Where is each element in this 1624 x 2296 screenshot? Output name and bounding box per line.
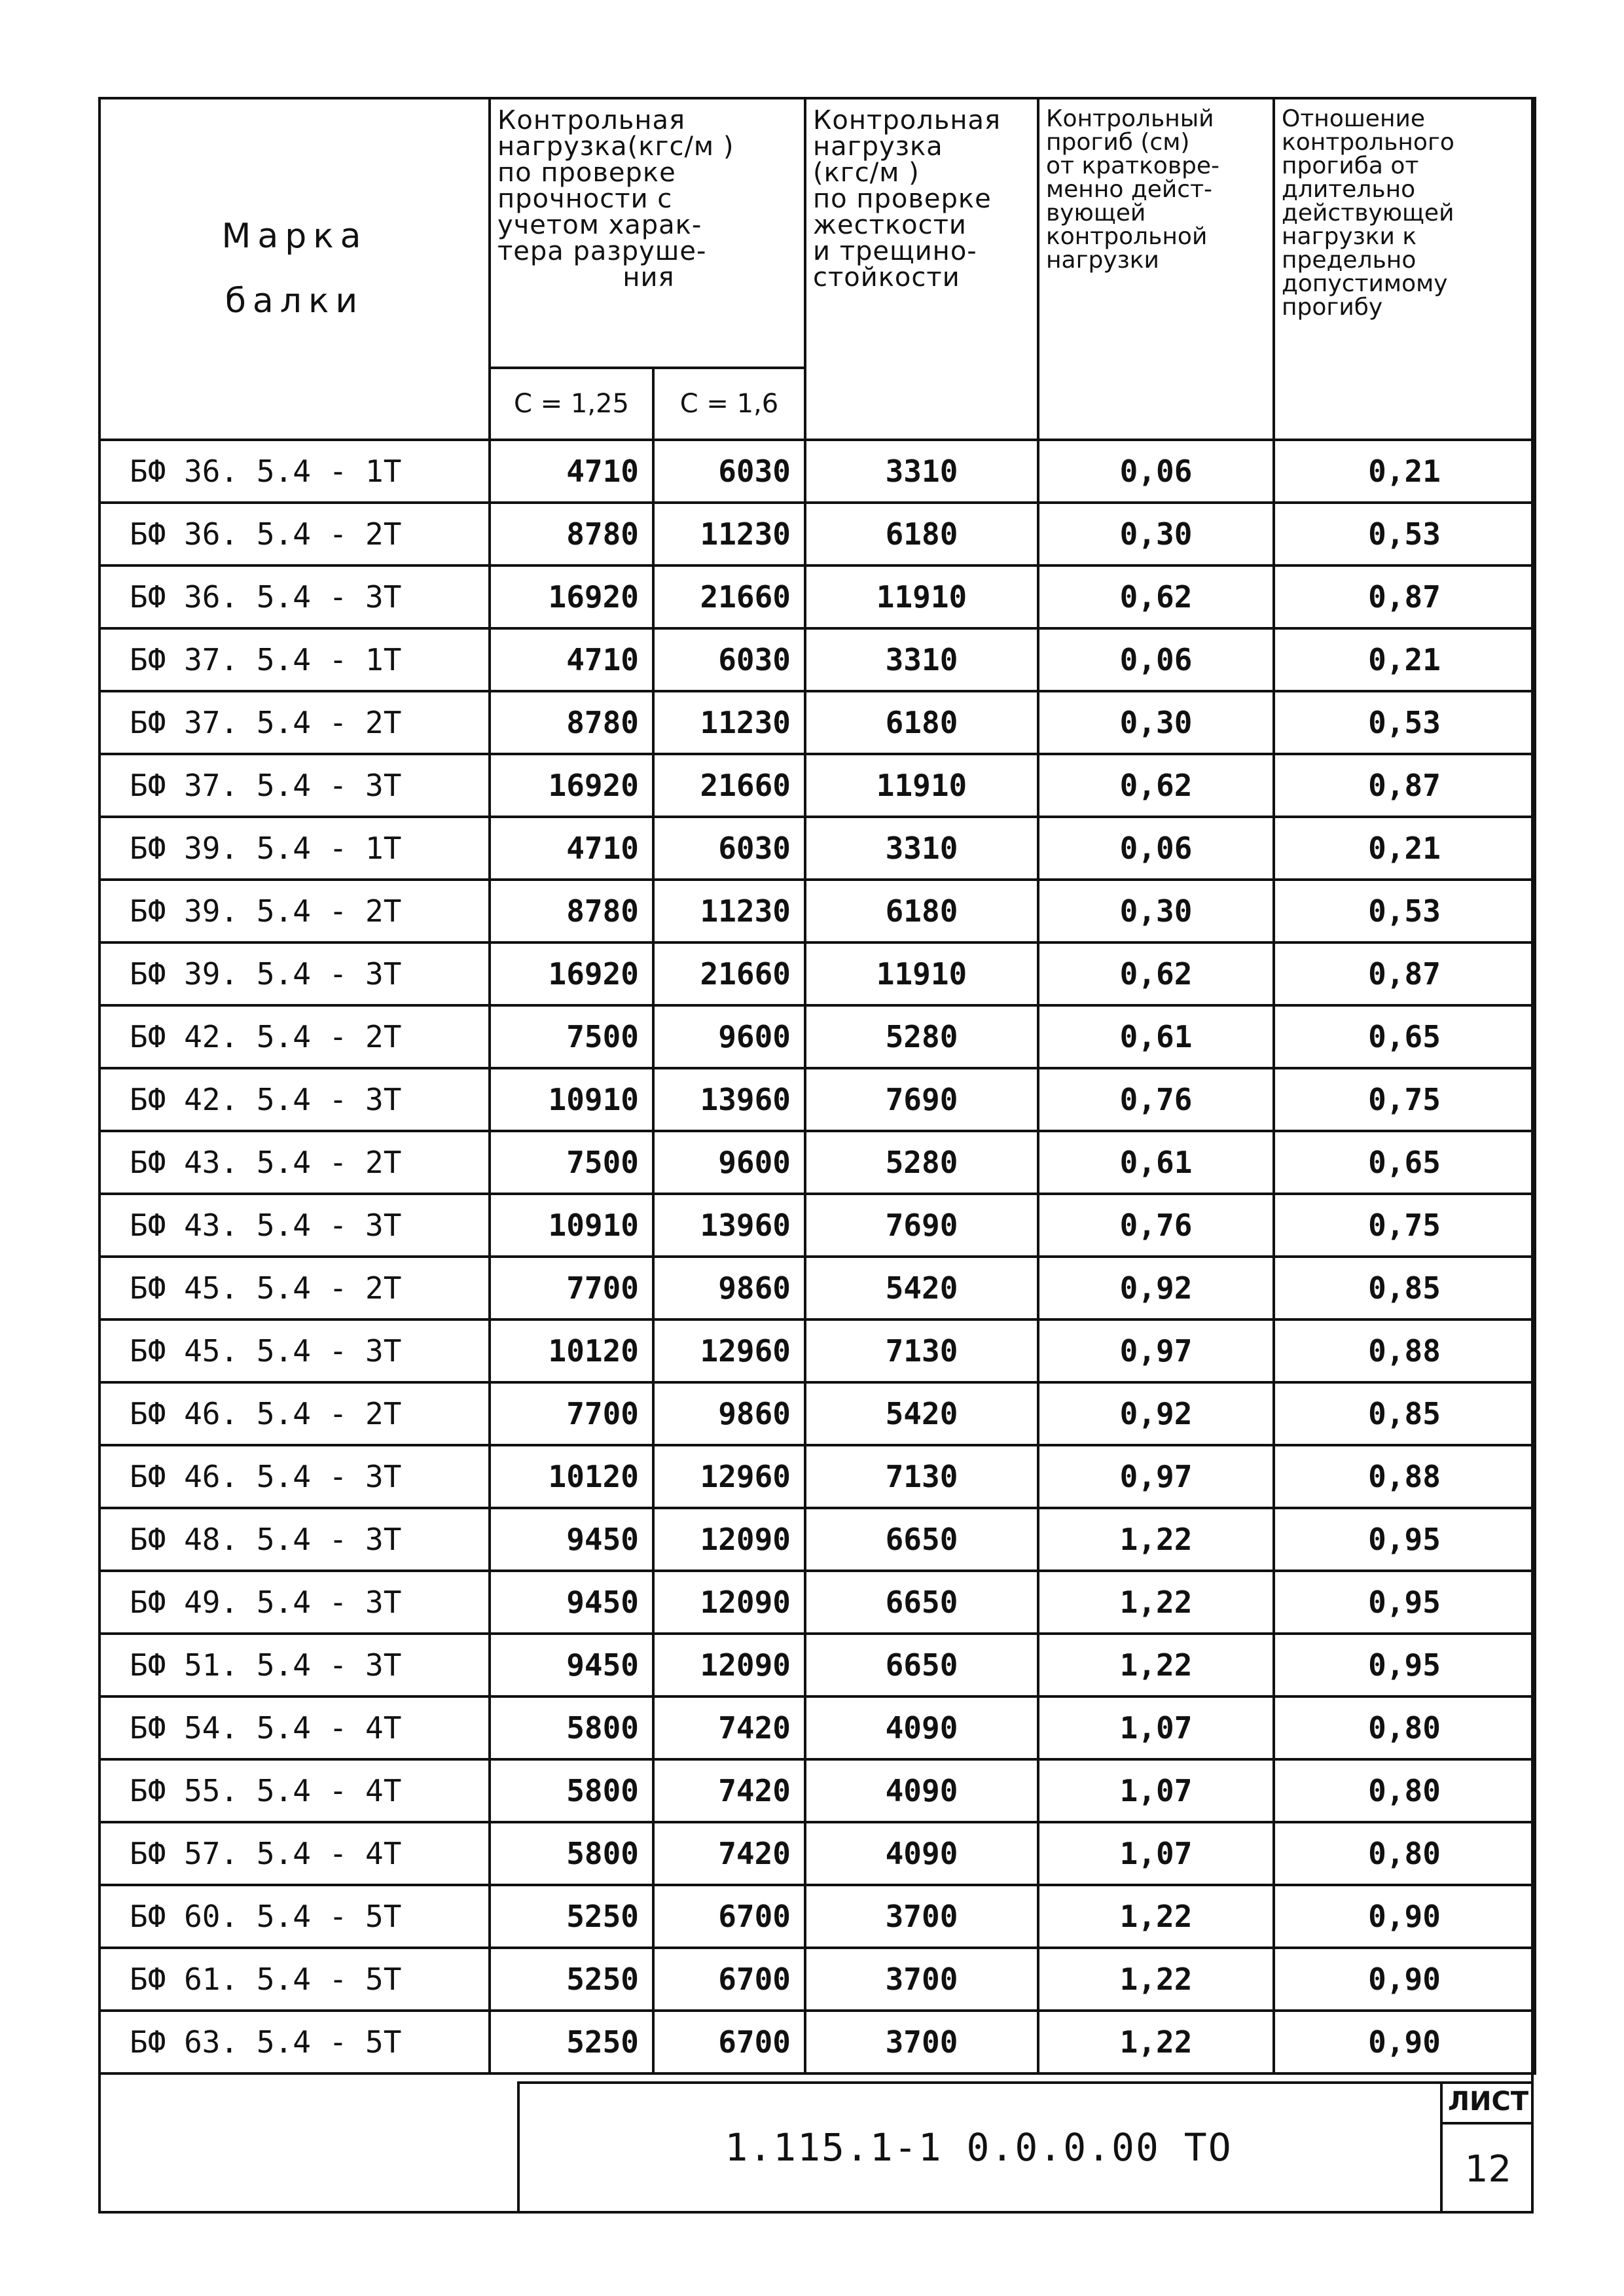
- deflection-cell: 0,62: [1038, 754, 1274, 817]
- stiffness-load-cell: 5280: [805, 1131, 1038, 1194]
- strength-load-c125-cell: 16920: [490, 942, 653, 1005]
- beam-mark-cell: БФ 51. 5.4 - 3Т: [99, 1634, 490, 1696]
- header-line: прочности с: [497, 184, 673, 214]
- header-line: Контрольный: [1046, 105, 1214, 132]
- deflection-ratio-cell: 0,88: [1274, 1445, 1535, 1508]
- header-line: Контрольная: [813, 105, 1001, 135]
- deflection-cell: 0,92: [1038, 1382, 1274, 1445]
- stiffness-load-cell: 4090: [805, 1822, 1038, 1885]
- strength-load-c16-cell: 9600: [653, 1131, 805, 1194]
- header-line: по проверке: [497, 158, 676, 188]
- stiffness-load-cell: 11910: [805, 942, 1038, 1005]
- header-line: по проверке: [813, 184, 992, 214]
- deflection-cell: 0,61: [1038, 1005, 1274, 1068]
- deflection-ratio-cell: 0,21: [1274, 628, 1535, 691]
- strength-load-c125-cell: 4710: [490, 628, 653, 691]
- beam-mark-cell: БФ 43. 5.4 - 3Т: [99, 1194, 490, 1257]
- strength-load-c16-cell: 13960: [653, 1194, 805, 1257]
- header-line: и трещино-: [813, 236, 977, 266]
- table-row: [99, 1068, 1535, 1131]
- beam-mark-cell: БФ 37. 5.4 - 2Т: [99, 691, 490, 754]
- stiffness-load-cell: 4090: [805, 1696, 1038, 1759]
- strength-load-c125-cell: 8780: [490, 503, 653, 565]
- strength-load-c16-cell: 12090: [653, 1571, 805, 1634]
- stiffness-load-cell: 11910: [805, 565, 1038, 628]
- strength-load-c125-cell: 5800: [490, 1696, 653, 1759]
- header-line: Контрольная: [497, 105, 686, 135]
- header-line: менно дейст-: [1046, 176, 1213, 203]
- stiffness-load-cell: 6650: [805, 1571, 1038, 1634]
- strength-load-c125-cell: 8780: [490, 691, 653, 754]
- header-stiffness-load: [805, 98, 1038, 440]
- strength-load-c16-cell: 6700: [653, 1948, 805, 2011]
- deflection-cell: 1,22: [1038, 1885, 1274, 1948]
- load-table: [98, 97, 1536, 2075]
- strength-load-c16-cell: 6700: [653, 1885, 805, 1948]
- table-row: [99, 440, 1535, 503]
- strength-load-c16-cell: 6700: [653, 2011, 805, 2073]
- subheader-c125: С = 1,25: [490, 368, 653, 440]
- strength-load-c16-cell: 11230: [653, 691, 805, 754]
- header-line: вующей: [1046, 200, 1146, 226]
- table-row: [99, 565, 1535, 628]
- stiffness-load-cell: 6650: [805, 1508, 1038, 1571]
- table-row: [99, 2011, 1535, 2073]
- header-line: нагрузка: [813, 132, 943, 162]
- header-mark-line: Марка: [221, 217, 368, 257]
- deflection-ratio-cell: 0,95: [1274, 1571, 1535, 1634]
- deflection-cell: 1,07: [1038, 1822, 1274, 1885]
- table-row: [99, 691, 1535, 754]
- header-deflection: [1038, 98, 1274, 440]
- stiffness-load-cell: 3310: [805, 440, 1038, 503]
- stiffness-load-cell: 7690: [805, 1068, 1038, 1131]
- deflection-cell: 0,06: [1038, 628, 1274, 691]
- strength-load-c125-cell: 16920: [490, 754, 653, 817]
- deflection-ratio-cell: 0,80: [1274, 1759, 1535, 1822]
- strength-load-c16-cell: 12090: [653, 1508, 805, 1571]
- table-row: [99, 817, 1535, 880]
- deflection-ratio-cell: 0,53: [1274, 503, 1535, 565]
- stiffness-load-cell: 7130: [805, 1319, 1038, 1382]
- header-mark-line: балки: [225, 281, 365, 321]
- beam-mark-cell: БФ 37. 5.4 - 3Т: [99, 754, 490, 817]
- header-line: нагрузки: [1046, 247, 1159, 274]
- strength-load-c16-cell: 21660: [653, 942, 805, 1005]
- stiffness-load-cell: 5420: [805, 1382, 1038, 1445]
- stiffness-load-cell: 7690: [805, 1194, 1038, 1257]
- strength-load-c16-cell: 9860: [653, 1257, 805, 1319]
- strength-load-c16-cell: 7420: [653, 1696, 805, 1759]
- strength-load-c16-cell: 12090: [653, 1634, 805, 1696]
- strength-load-c125-cell: 7500: [490, 1005, 653, 1068]
- table-row: [99, 1257, 1535, 1319]
- deflection-ratio-cell: 0,90: [1274, 1948, 1535, 2011]
- beam-mark-cell: БФ 36. 5.4 - 2Т: [99, 503, 490, 565]
- header-line: прогиб (см): [1046, 129, 1190, 156]
- beam-mark-cell: БФ 54. 5.4 - 4Т: [99, 1696, 490, 1759]
- beam-mark-cell: БФ 45. 5.4 - 2Т: [99, 1257, 490, 1319]
- beam-mark-cell: БФ 63. 5.4 - 5Т: [99, 2011, 490, 2073]
- strength-load-c125-cell: 4710: [490, 440, 653, 503]
- header-line: прогибу: [1282, 294, 1383, 321]
- strength-load-c16-cell: 6030: [653, 628, 805, 691]
- strength-load-c125-cell: 5250: [490, 1885, 653, 1948]
- strength-load-c125-cell: 5800: [490, 1759, 653, 1822]
- table-row: [99, 503, 1535, 565]
- deflection-cell: 0,30: [1038, 503, 1274, 565]
- deflection-ratio-cell: 0,95: [1274, 1634, 1535, 1696]
- deflection-cell: 1,22: [1038, 1634, 1274, 1696]
- header-line: нагрузка(кгс/м ): [497, 132, 734, 162]
- deflection-cell: 1,22: [1038, 2011, 1274, 2073]
- header-line: учетом харак-: [497, 210, 702, 240]
- strength-load-c125-cell: 9450: [490, 1634, 653, 1696]
- stiffness-load-cell: 6180: [805, 880, 1038, 942]
- document-code: 1.115.1-1 0.0.0.00 ТО: [725, 2125, 1233, 2170]
- strength-load-c125-cell: 7700: [490, 1382, 653, 1445]
- deflection-ratio-cell: 0,53: [1274, 691, 1535, 754]
- table-row: [99, 1634, 1535, 1696]
- header-line: длительно: [1282, 176, 1416, 203]
- strength-load-c16-cell: 9600: [653, 1005, 805, 1068]
- strength-load-c125-cell: 16920: [490, 565, 653, 628]
- deflection-cell: 1,07: [1038, 1696, 1274, 1759]
- header-line: контрольного: [1282, 129, 1454, 156]
- beam-mark-cell: БФ 60. 5.4 - 5Т: [99, 1885, 490, 1948]
- beam-mark-cell: БФ 57. 5.4 - 4Т: [99, 1822, 490, 1885]
- strength-load-c125-cell: 5250: [490, 2011, 653, 2073]
- beam-mark-cell: БФ 39. 5.4 - 1Т: [99, 817, 490, 880]
- header-line: стойкости: [813, 262, 960, 293]
- deflection-cell: 0,30: [1038, 880, 1274, 942]
- strength-load-c125-cell: 4710: [490, 817, 653, 880]
- strength-load-c16-cell: 9860: [653, 1382, 805, 1445]
- beam-mark-cell: БФ 55. 5.4 - 4Т: [99, 1759, 490, 1822]
- deflection-ratio-cell: 0,87: [1274, 565, 1535, 628]
- stiffness-load-cell: 6650: [805, 1634, 1038, 1696]
- beam-mark-cell: БФ 46. 5.4 - 2Т: [99, 1382, 490, 1445]
- deflection-cell: 0,97: [1038, 1319, 1274, 1382]
- subheader-c16: С = 1,6: [653, 368, 805, 440]
- strength-load-c16-cell: 21660: [653, 754, 805, 817]
- header-line: прогиба от: [1282, 152, 1419, 179]
- header-line: контрольной: [1046, 223, 1208, 250]
- strength-load-c125-cell: 7700: [490, 1257, 653, 1319]
- stiffness-load-cell: 4090: [805, 1759, 1038, 1822]
- strength-load-c16-cell: 6030: [653, 440, 805, 503]
- strength-load-c16-cell: 12960: [653, 1319, 805, 1382]
- deflection-cell: 0,76: [1038, 1068, 1274, 1131]
- deflection-cell: 0,30: [1038, 691, 1274, 754]
- header-line: ния: [623, 262, 675, 293]
- beam-mark-cell: БФ 39. 5.4 - 3Т: [99, 942, 490, 1005]
- beam-mark-cell: БФ 45. 5.4 - 3Т: [99, 1319, 490, 1382]
- header-line: действующей: [1282, 200, 1454, 226]
- stiffness-load-cell: 3700: [805, 1948, 1038, 2011]
- deflection-ratio-cell: 0,85: [1274, 1257, 1535, 1319]
- strength-load-c16-cell: 11230: [653, 880, 805, 942]
- stiffness-load-cell: 5280: [805, 1005, 1038, 1068]
- deflection-ratio-cell: 0,53: [1274, 880, 1535, 942]
- deflection-cell: 0,62: [1038, 942, 1274, 1005]
- stiffness-load-cell: 7130: [805, 1445, 1038, 1508]
- strength-load-c16-cell: 7420: [653, 1822, 805, 1885]
- deflection-cell: 1,07: [1038, 1759, 1274, 1822]
- deflection-cell: 1,22: [1038, 1571, 1274, 1634]
- deflection-ratio-cell: 0,85: [1274, 1382, 1535, 1445]
- deflection-ratio-cell: 0,21: [1274, 440, 1535, 503]
- table-row: [99, 1696, 1535, 1759]
- deflection-ratio-cell: 0,80: [1274, 1822, 1535, 1885]
- table-body: [99, 440, 1535, 2073]
- beam-mark-cell: БФ 43. 5.4 - 2Т: [99, 1131, 490, 1194]
- deflection-cell: 1,22: [1038, 1508, 1274, 1571]
- strength-load-c125-cell: 10120: [490, 1445, 653, 1508]
- beam-mark-cell: БФ 37. 5.4 - 1Т: [99, 628, 490, 691]
- stiffness-load-cell: 6180: [805, 503, 1038, 565]
- strength-load-c125-cell: 9450: [490, 1508, 653, 1571]
- beam-mark-cell: БФ 61. 5.4 - 5Т: [99, 1948, 490, 2011]
- deflection-ratio-cell: 0,87: [1274, 942, 1535, 1005]
- deflection-ratio-cell: 0,65: [1274, 1131, 1535, 1194]
- table-row: [99, 1885, 1535, 1948]
- header-line: допустимому: [1282, 270, 1448, 297]
- header-line: (кгс/м ): [813, 158, 920, 188]
- header-line: от кратковре-: [1046, 152, 1220, 179]
- strength-load-c16-cell: 12960: [653, 1445, 805, 1508]
- deflection-cell: 1,22: [1038, 1948, 1274, 2011]
- strength-load-c125-cell: 5250: [490, 1948, 653, 2011]
- table-row: [99, 1571, 1535, 1634]
- strength-load-c125-cell: 10910: [490, 1194, 653, 1257]
- strength-load-c16-cell: 7420: [653, 1759, 805, 1822]
- beam-mark-cell: БФ 46. 5.4 - 3Т: [99, 1445, 490, 1508]
- deflection-cell: 0,62: [1038, 565, 1274, 628]
- table-row: [99, 1445, 1535, 1508]
- stiffness-load-cell: 11910: [805, 754, 1038, 817]
- deflection-ratio-cell: 0,65: [1274, 1005, 1535, 1068]
- header-line: нагрузки к: [1282, 223, 1417, 250]
- header-strength-load: [490, 98, 805, 368]
- header-deflection-ratio: [1274, 98, 1535, 440]
- deflection-cell: 0,92: [1038, 1257, 1274, 1319]
- deflection-ratio-cell: 0,87: [1274, 754, 1535, 817]
- sheet-label: ЛИСТ: [1443, 2081, 1534, 2125]
- header-line: Отношение: [1282, 105, 1426, 132]
- table-row: [99, 1131, 1535, 1194]
- deflection-ratio-cell: 0,95: [1274, 1508, 1535, 1571]
- deflection-ratio-cell: 0,90: [1274, 2011, 1535, 2073]
- deflection-ratio-cell: 0,75: [1274, 1194, 1535, 1257]
- sheet-number: 12: [1464, 2147, 1512, 2191]
- stiffness-load-cell: 3310: [805, 628, 1038, 691]
- table-row: [99, 754, 1535, 817]
- table-row: [99, 1005, 1535, 1068]
- table-row: [99, 942, 1535, 1005]
- strength-load-c16-cell: 21660: [653, 565, 805, 628]
- deflection-ratio-cell: 0,90: [1274, 1885, 1535, 1948]
- deflection-ratio-cell: 0,21: [1274, 817, 1535, 880]
- strength-load-c125-cell: 7500: [490, 1131, 653, 1194]
- stiffness-load-cell: 3700: [805, 1885, 1038, 1948]
- beam-mark-cell: БФ 49. 5.4 - 3Т: [99, 1571, 490, 1634]
- stiffness-load-cell: 3310: [805, 817, 1038, 880]
- strength-load-c16-cell: 13960: [653, 1068, 805, 1131]
- table-row: [99, 628, 1535, 691]
- strength-load-c16-cell: 11230: [653, 503, 805, 565]
- stiffness-load-cell: 6180: [805, 691, 1038, 754]
- beam-mark-cell: БФ 48. 5.4 - 3Т: [99, 1508, 490, 1571]
- table-row: [99, 1319, 1535, 1382]
- deflection-cell: 0,76: [1038, 1194, 1274, 1257]
- strength-load-c16-cell: 6030: [653, 817, 805, 880]
- header-line: предельно: [1282, 247, 1416, 274]
- deflection-ratio-cell: 0,80: [1274, 1696, 1535, 1759]
- beam-mark-cell: БФ 42. 5.4 - 3Т: [99, 1068, 490, 1131]
- table-row: [99, 1759, 1535, 1822]
- deflection-ratio-cell: 0,88: [1274, 1319, 1535, 1382]
- beam-mark-cell: БФ 39. 5.4 - 2Т: [99, 880, 490, 942]
- deflection-cell: 0,06: [1038, 440, 1274, 503]
- table-row: [99, 1822, 1535, 1885]
- header-line: тера разруше-: [497, 236, 707, 266]
- deflection-cell: 0,61: [1038, 1131, 1274, 1194]
- table-row: [99, 1194, 1535, 1257]
- stiffness-load-cell: 5420: [805, 1257, 1038, 1319]
- header-line: жесткости: [813, 210, 967, 240]
- deflection-cell: 0,06: [1038, 817, 1274, 880]
- deflection-cell: 0,97: [1038, 1445, 1274, 1508]
- strength-load-c125-cell: 9450: [490, 1571, 653, 1634]
- beam-mark-cell: БФ 42. 5.4 - 2Т: [99, 1005, 490, 1068]
- table-row: [99, 880, 1535, 942]
- strength-load-c125-cell: 5800: [490, 1822, 653, 1885]
- stiffness-load-cell: 3700: [805, 2011, 1038, 2073]
- table-row: [99, 1948, 1535, 2011]
- deflection-ratio-cell: 0,75: [1274, 1068, 1535, 1131]
- strength-load-c125-cell: 8780: [490, 880, 653, 942]
- beam-mark-cell: БФ 36. 5.4 - 3Т: [99, 565, 490, 628]
- strength-load-c125-cell: 10910: [490, 1068, 653, 1131]
- table-row: [99, 1382, 1535, 1445]
- table-row: [99, 1508, 1535, 1571]
- beam-mark-cell: БФ 36. 5.4 - 1Т: [99, 440, 490, 503]
- strength-load-c125-cell: 10120: [490, 1319, 653, 1382]
- header-mark: [99, 98, 490, 440]
